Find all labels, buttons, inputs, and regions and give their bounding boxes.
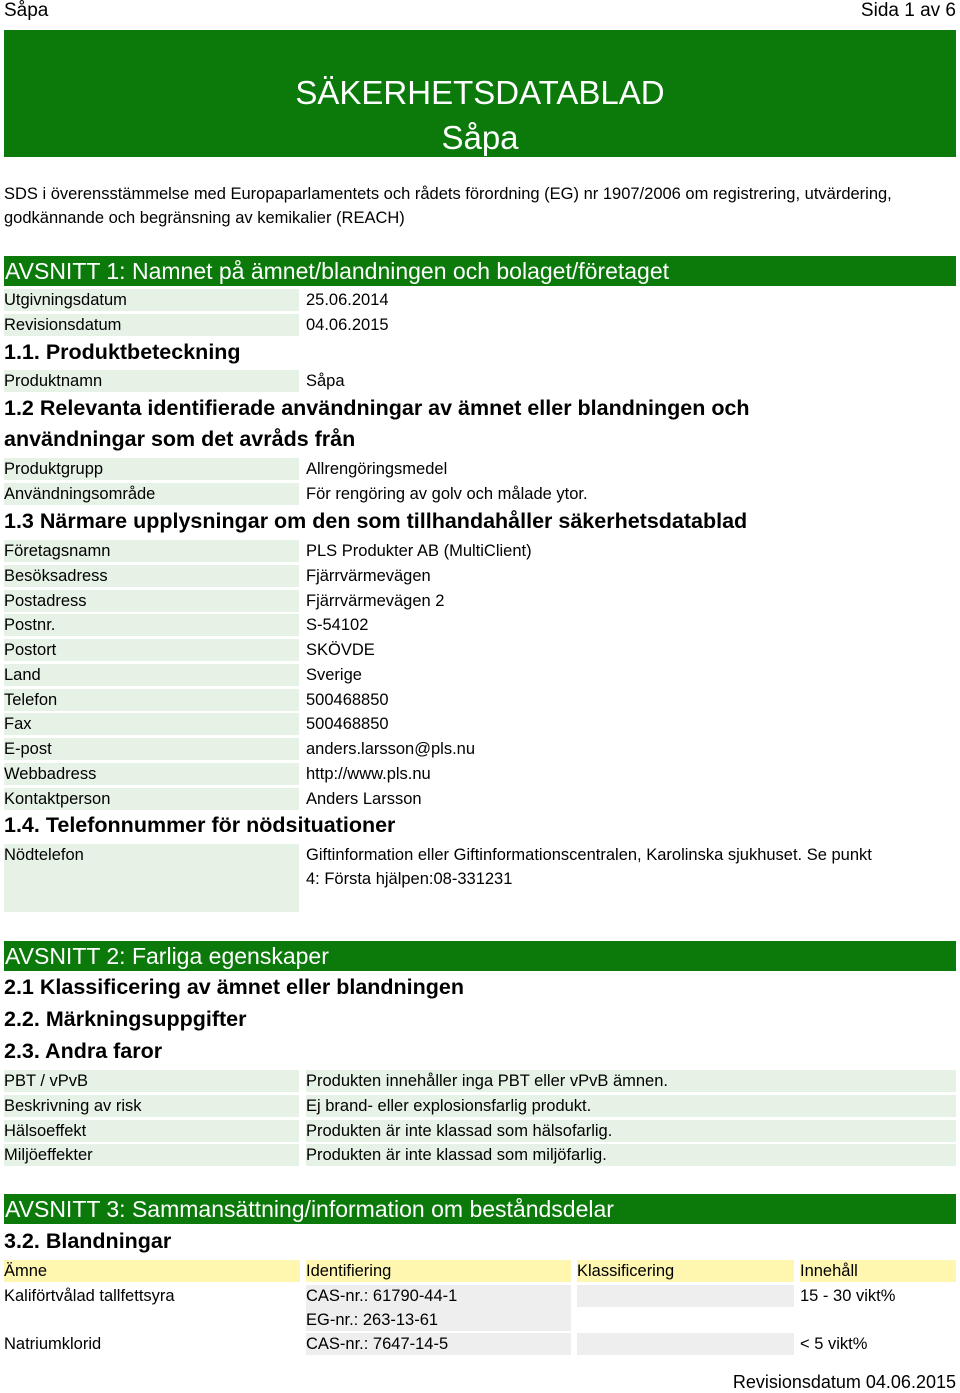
- supplier-value: Anders Larsson: [306, 790, 422, 808]
- hazard-label: Hälsoeffekt: [4, 1120, 299, 1142]
- intro-text: SDS i överensstämmelse med Europaparlamentets och rådets förordning (EG) nr 1907/2006 om registrering, utvärdering, godkännande och begränsning av kemikalier (REACH): [4, 185, 892, 227]
- section-2-title: AVSNITT 2: Farliga egenskaper: [5, 943, 329, 969]
- col-header-innehall: Innehåll: [800, 1260, 956, 1282]
- cell-background: [577, 1333, 794, 1355]
- supplier-label: E-post: [4, 738, 299, 760]
- utgivningsdatum-value: 25.06.2014: [306, 291, 389, 309]
- supplier-label: Postort: [4, 639, 299, 661]
- banner-product-name: Såpa: [441, 119, 519, 156]
- heading-3-2: 3.2. Blandningar: [4, 1229, 172, 1253]
- col-header-identifiering: Identifiering: [306, 1260, 571, 1282]
- produktgrupp-value: Allrengöringsmedel: [306, 460, 448, 478]
- heading-1-2-cont: användningar som det avråds från: [4, 427, 356, 451]
- supplier-label: Land: [4, 664, 299, 686]
- hazard-label: Miljöeffekter: [4, 1144, 299, 1166]
- supplier-value: Fjärrvärmevägen 2: [306, 592, 445, 610]
- supplier-value: 500468850: [306, 715, 389, 733]
- heading-2-2: 2.2. Märkningsuppgifter: [4, 1007, 247, 1031]
- supplier-label: Fax: [4, 713, 299, 735]
- supplier-label: Postnr.: [4, 614, 299, 636]
- col-header-amne: Ämne: [4, 1260, 300, 1282]
- heading-2-3: 2.3. Andra faror: [4, 1039, 163, 1063]
- heading-1-4: 1.4. Telefonnummer för nödsituationer: [4, 813, 396, 837]
- utgivningsdatum-label: Utgivningsdatum: [4, 289, 299, 311]
- table-cell-cas: CAS-nr.: 61790-44-1: [306, 1287, 458, 1305]
- supplier-label: Telefon: [4, 689, 299, 711]
- supplier-label: Kontaktperson: [4, 788, 299, 810]
- produktnamn-value: Såpa: [306, 372, 345, 390]
- table-cell-innehall: < 5 vikt%: [800, 1335, 868, 1353]
- col-header-klassificering: Klassificering: [577, 1260, 794, 1282]
- section-1-header: [4, 256, 956, 286]
- cell-background: [577, 1285, 794, 1307]
- footer-revision-date: Revisionsdatum 04.06.2015: [732, 1372, 956, 1392]
- anvandningsomrade-value: För rengöring av golv och målade ytor.: [306, 485, 588, 503]
- hazard-label: Beskrivning av risk: [4, 1095, 299, 1117]
- table-cell-cas: CAS-nr.: 7647-14-5: [306, 1335, 449, 1353]
- hazard-label: PBT / vPvB: [4, 1070, 299, 1092]
- supplier-label: Postadress: [4, 590, 299, 612]
- section-3-header: [4, 1194, 956, 1224]
- page-number: Sida 1 av 6: [860, 0, 956, 21]
- document-title: SÄKERHETSDATABLAD: [295, 74, 665, 111]
- hazard-value: Ej brand- eller explosionsfarlig produkt.: [306, 1095, 956, 1117]
- supplier-value: 500468850: [306, 691, 389, 709]
- heading-1-2: 1.2 Relevanta identifierade användningar av ämnet eller blandningen och: [4, 396, 750, 420]
- nodtelefon-value-line2: 4: Första hjälpen:08-331231: [306, 870, 513, 888]
- title-banner: [4, 30, 956, 157]
- heading-1-1: 1.1. Produktbeteckning: [4, 340, 241, 364]
- heading-1-3: 1.3 Närmare upplysningar om den som tillhandahåller säkerhetsdatablad: [4, 509, 748, 533]
- table-cell-amne: Natriumklorid: [4, 1335, 102, 1353]
- produktnamn-label: Produktnamn: [4, 370, 299, 392]
- heading-2-1: 2.1 Klassificering av ämnet eller blandningen: [4, 975, 465, 999]
- website-value: http://www.pls.nu: [306, 765, 431, 783]
- supplier-value: SKÖVDE: [306, 641, 375, 659]
- table-cell-eg: EG-nr.: 263-13-61: [306, 1311, 439, 1329]
- page-header-product: Såpa: [4, 0, 49, 21]
- hazard-value: Produkten är inte klassad som hälsofarlig.: [306, 1120, 956, 1142]
- revisionsdatum-value: 04.06.2015: [306, 316, 389, 334]
- email-value: anders.larsson@pls.nu: [306, 740, 476, 758]
- hazard-value: Produkten innehåller inga PBT eller vPvB ämnen.: [306, 1070, 956, 1092]
- hazard-value: Produkten är inte klassad som miljöfarlig.: [306, 1144, 956, 1166]
- nodtelefon-value-line1: Giftinformation eller Giftinformationscentralen, Karolinska sjukhuset. Se punkt: [306, 846, 872, 864]
- produktgrupp-label: Produktgrupp: [4, 458, 299, 480]
- supplier-value: S-54102: [306, 616, 369, 634]
- supplier-value: Sverige: [306, 666, 362, 684]
- supplier-value: Fjärrvärmevägen: [306, 567, 431, 585]
- revisionsdatum-label: Revisionsdatum: [4, 314, 299, 336]
- section-2-header: [4, 941, 956, 971]
- table-cell-amne: Kaliförtvålad tallfettsyra: [4, 1287, 175, 1305]
- supplier-value: PLS Produkter AB (MultiClient): [306, 542, 532, 560]
- anvandningsomrade-label: Användningsområde: [4, 483, 299, 505]
- supplier-label: Företagsnamn: [4, 540, 299, 562]
- table-cell-innehall: 15 - 30 vikt%: [800, 1287, 896, 1305]
- section-1-title: AVSNITT 1: Namnet på ämnet/blandningen och bolaget/företaget: [5, 258, 670, 284]
- nodtelefon-label: Nödtelefon: [4, 844, 299, 912]
- section-3-title: AVSNITT 3: Sammansättning/information om beståndsdelar: [5, 1196, 614, 1222]
- supplier-label: Besöksadress: [4, 565, 299, 587]
- supplier-label: Webbadress: [4, 763, 299, 785]
